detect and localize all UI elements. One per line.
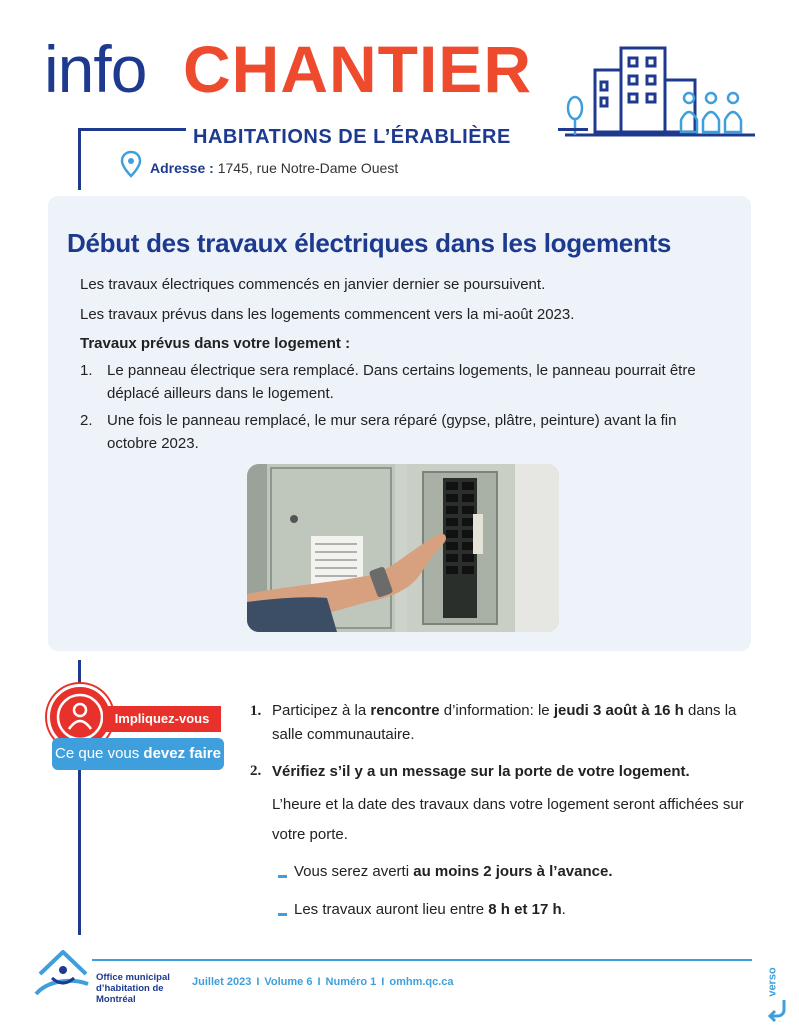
decorative-line [78, 128, 81, 190]
step-two-body: L’heure et la date des travaux dans votre logement seront affichées sur votre porte. [272, 796, 744, 843]
logo-chantier-text: CHANTIER [183, 32, 532, 106]
address-line [150, 160, 398, 176]
separator: I [381, 976, 385, 988]
issue-info [192, 976, 454, 988]
list-item [80, 359, 720, 405]
bullet-item: Vous serez averti au moins 2 jours à l’avance. [294, 863, 613, 880]
step-two-title: Vérifiez s’il y a un message sur la porte de votre logement. [272, 763, 690, 780]
address-value: 1745, rue Notre-Dame Ouest [217, 160, 399, 176]
list-number: 1. [80, 362, 93, 379]
badge-label-regular: Ce que vous [55, 745, 144, 762]
impliquez-vous-tag: Impliquez-vous [103, 706, 221, 732]
issue-volume: Volume 6 [264, 976, 313, 988]
step-number: 2. [250, 763, 262, 779]
buildings-icon [565, 40, 755, 140]
list-number: 2. [80, 412, 93, 429]
list-text: Le panneau électrique sera remplacé. Dans certains logements, le panneau pourrait être déplacé ailleurs dans le logement. [107, 362, 696, 402]
paragraph: Les travaux prévus dans les logements commencent vers la mi-août 2023. [80, 306, 575, 323]
omhm-logo-icon [32, 944, 94, 1006]
issue-number: Numéro 1 [325, 976, 377, 988]
project-name: HABITATIONS DE L’ÉRABLIÈRE [193, 126, 511, 148]
step-number: 1. [250, 703, 262, 719]
separator: I [317, 976, 321, 988]
location-pin-icon [120, 150, 142, 178]
step-one: Participez à la rencontre d’information: le jeudi 3 août à 16 h dans la salle communautaire. [272, 702, 737, 743]
electrical-panel-photo [247, 464, 559, 632]
card-title: Début des travaux électriques dans les logements [67, 228, 672, 258]
verso-label: verso [766, 967, 779, 997]
list-item [80, 409, 720, 455]
verso-indicator[interactable] [766, 962, 790, 1022]
decorative-line [78, 128, 186, 131]
turn-arrow-icon [766, 998, 790, 1022]
bullet-item: Les travaux auront lieu entre 8 h et 17 h. [294, 901, 566, 918]
org-name: Office municipal d’habitation de Montréal [96, 972, 170, 1005]
subheading: Travaux prévus dans votre logement : [80, 335, 351, 352]
address-label: Adresse : [150, 160, 214, 176]
website-link[interactable]: omhm.qc.ca [389, 976, 454, 988]
footer-divider [92, 959, 752, 961]
list-text: Une fois le panneau remplacé, le mur sera réparé (gypse, plâtre, peinture) avant la fin octobre 2023. [107, 412, 677, 452]
bullet-dash [278, 913, 287, 916]
ce-que-vous-devez-faire-label [52, 738, 224, 770]
separator: I [256, 976, 260, 988]
paragraph: Les travaux électriques commencés en janvier dernier se poursuivent. [80, 276, 546, 293]
badge-label-bold: devez faire [143, 745, 221, 762]
logo-info-text: info [44, 32, 147, 106]
issue-date: Juillet 2023 [192, 976, 252, 988]
bullet-dash [278, 875, 287, 878]
decorative-line [558, 128, 588, 131]
